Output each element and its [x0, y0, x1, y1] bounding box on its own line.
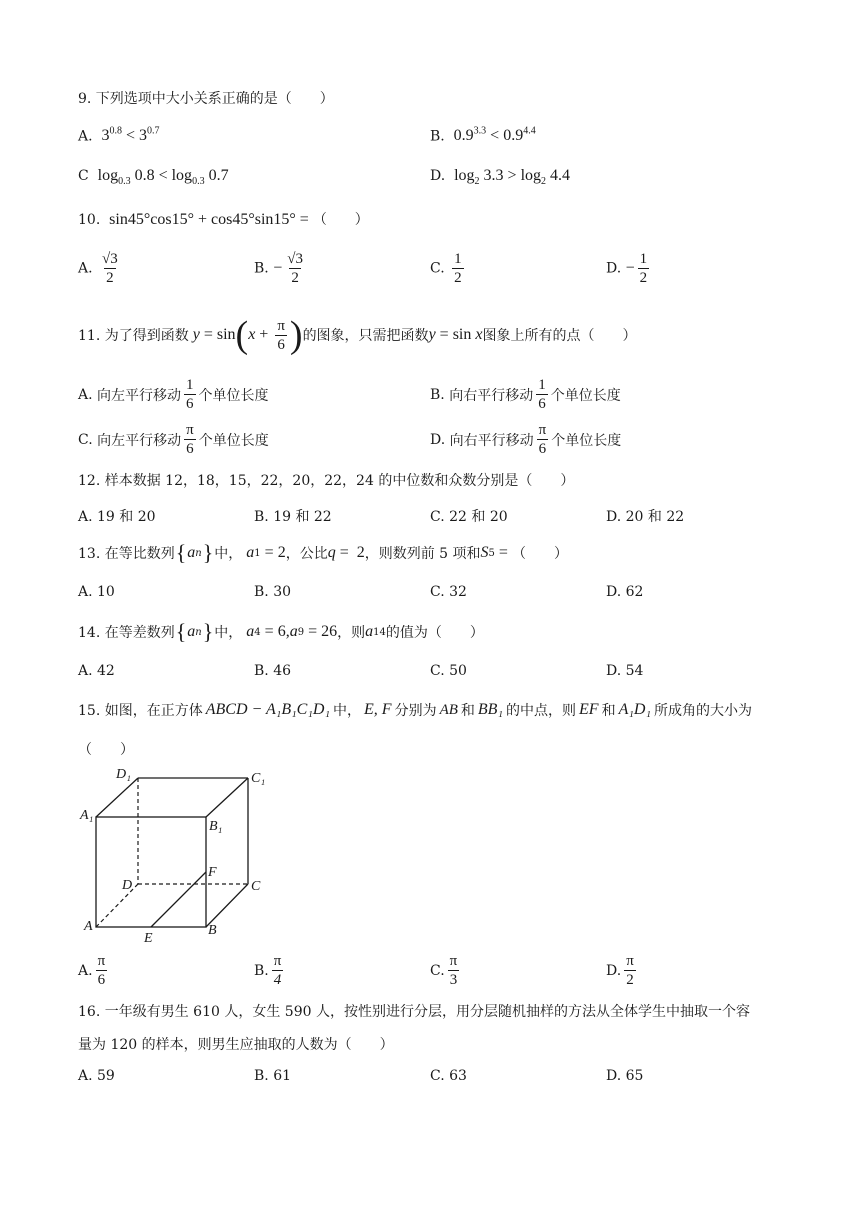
q14-option-d[interactable]: D. 54	[606, 663, 644, 679]
q13-option-c[interactable]: C. 32	[430, 584, 467, 600]
q11-option-a[interactable]: A. 向左平行移动 $\frac{1}{6}$ 个单位长度	[78, 377, 269, 412]
q16-option-a[interactable]: A. 59	[78, 1068, 115, 1084]
q9-option-b[interactable]: B. $0.9^{3.3} < 0.9^{4.4}$	[430, 126, 536, 145]
q13-option-d[interactable]: D. 62	[606, 584, 644, 600]
q16-stem-line2: 量为 120 的样本，则男生应抽取的人数为（ ）	[78, 1037, 394, 1053]
label-f: F	[208, 865, 217, 880]
edge-bc	[206, 884, 248, 927]
label-a1: A₁	[80, 808, 94, 823]
label-c1: C₁	[251, 771, 266, 786]
segment-ef	[151, 872, 206, 927]
q13-option-a[interactable]: A. 10	[78, 584, 115, 600]
q12-option-d[interactable]: D. 20 和 22	[606, 509, 685, 525]
q12-option-b[interactable]: B. 19 和 22	[254, 509, 332, 525]
q16-option-b[interactable]: B. 61	[254, 1068, 292, 1084]
q12-stem: 12. 样本数据 12，18，15，22，20，22，24 的中位数和众数分别是（ ）	[78, 473, 575, 489]
q16-option-c[interactable]: C. 63	[430, 1068, 467, 1084]
q11-option-c[interactable]: C. 向左平行移动 $\frac{\pi}{6}$ 个单位长度	[78, 422, 269, 457]
q10-stem: 10. sin45°cos15° + cos45°sin15° = （ ）	[78, 211, 369, 228]
q9-option-d[interactable]: D. $\log_2 3.3 > \log_2 4.4$	[430, 167, 571, 188]
q9-stem: 9. 下列选项中大小关系正确的是（ ）	[78, 91, 334, 107]
q12-option-a[interactable]: A. 19 和 20	[78, 509, 156, 525]
label-b: B	[208, 923, 217, 938]
cube-figure	[76, 762, 276, 947]
q15-option-c[interactable]: C. $\frac{\pi}{3}$	[430, 953, 458, 988]
q11-stem: 11. 为了得到函数 y = sin ( x + $\frac{\pi}{6}$ ) 的图象，只需把函数 y = sin x 图象上所有的点（ ）	[78, 314, 637, 356]
q14-option-b[interactable]: B. 46	[254, 663, 292, 679]
q15-stem-paren: （ ）	[78, 742, 134, 758]
q10-option-c[interactable]: C. $\frac{1}{2}$	[430, 251, 462, 286]
q15-stem: 15. 如图，在正方体 ABCD − A₁B₁C₁D₁ 中， E, F 分别为 AB 和 BB₁ 的中点，则 EF 和 A₁D₁ 所成角的大小为	[78, 701, 753, 719]
q15-option-a[interactable]: A. $\frac{\pi}{6}$	[78, 953, 106, 988]
q10-option-d[interactable]: D. − $\frac{1}{2}$	[606, 251, 648, 286]
label-d: D	[122, 878, 133, 893]
q11-option-d[interactable]: D. 向右平行移动 $\frac{\pi}{6}$ 个单位长度	[430, 422, 622, 457]
q15-option-b[interactable]: B. $\frac{\pi}{4}$	[254, 953, 282, 988]
q9-option-a[interactable]: A. $3^{0.8} < 3^{0.7}$	[78, 126, 160, 145]
q12-option-c[interactable]: C. 22 和 20	[430, 509, 508, 525]
edge-b1c1	[206, 778, 248, 817]
q14-option-c[interactable]: C. 50	[430, 663, 467, 679]
q13-option-b[interactable]: B. 30	[254, 584, 292, 600]
q10-option-a[interactable]: A. $\frac{√3}{2}$	[78, 251, 118, 286]
label-c: C	[251, 879, 261, 894]
edge-a1d1	[96, 778, 138, 817]
label-a: A	[84, 919, 93, 934]
q14-stem: 14. 在等差数列 { a n } 中， a 4 = 6, a 9 = 26 ，则 a 14 的值为（ ）	[78, 619, 484, 644]
q10-option-b[interactable]: B. − $\frac{√3}{2}$	[254, 251, 303, 286]
q9-option-c[interactable]: C $\log_{0.3} 0.8 < \log_{0.3} 0.7$	[78, 167, 229, 188]
q11-option-b[interactable]: B. 向右平行移动 $\frac{1}{6}$ 个单位长度	[430, 377, 621, 412]
q14-option-a[interactable]: A. 42	[78, 663, 115, 679]
q13-stem: 13. 在等比数列 { a n } 中， a 1 = 2 ，公比 q = 2 ，则数列前 5 项和 S 5 = （ ）	[78, 540, 568, 565]
q16-stem-line1: 16. 一年级有男生 610 人，女生 590 人，按性别进行分层，用分层随机抽样的方法从全体学生中抽取一个容	[78, 1004, 750, 1020]
label-e: E	[144, 931, 153, 946]
q16-option-d[interactable]: D. 65	[606, 1068, 644, 1084]
label-b1: B₁	[209, 819, 223, 834]
q15-option-d[interactable]: D. $\frac{\pi}{2}$	[606, 953, 634, 988]
label-d1: D₁	[116, 767, 131, 782]
